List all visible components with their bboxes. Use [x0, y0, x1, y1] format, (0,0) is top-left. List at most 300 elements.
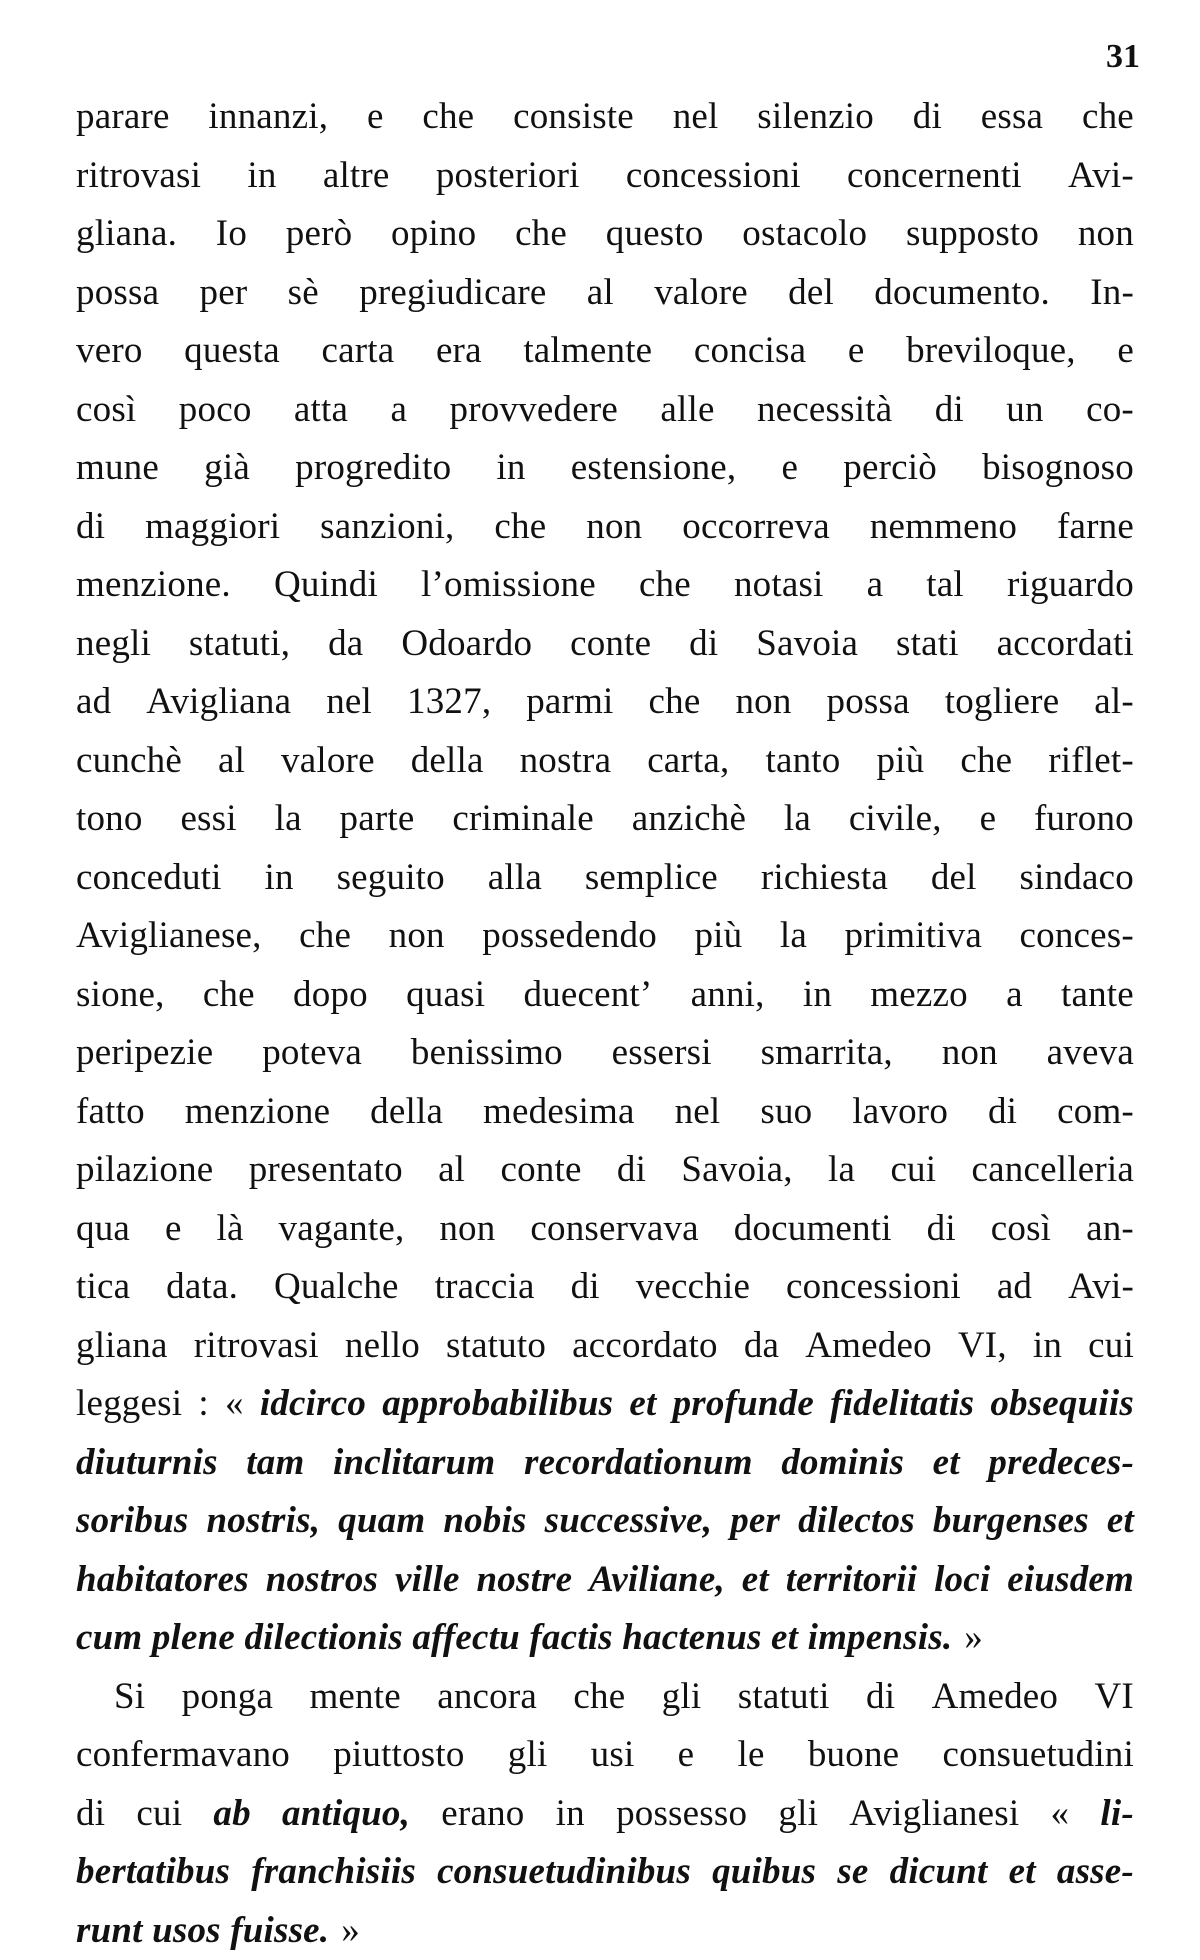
word: di: [913, 88, 942, 147]
word: et: [933, 1434, 960, 1493]
word: nostra: [520, 732, 612, 791]
word: possa: [76, 264, 159, 323]
word: possesso: [616, 1785, 747, 1844]
word: Io: [216, 205, 247, 264]
word: se: [837, 1843, 868, 1902]
word: burgenses: [933, 1492, 1089, 1551]
word: nel: [326, 673, 372, 732]
word: la: [275, 790, 302, 849]
word: della: [411, 732, 484, 791]
text-line: [76, 1668, 1134, 1727]
word: per: [200, 264, 248, 323]
word: in: [556, 1785, 585, 1844]
text-line: [76, 1785, 1134, 1844]
word: ad: [997, 1258, 1032, 1317]
text-line: [76, 264, 1134, 323]
text-line: [76, 1317, 1134, 1376]
word: anni,: [691, 966, 765, 1025]
word: da: [328, 615, 363, 674]
word: non: [735, 673, 791, 732]
word: et: [1107, 1492, 1134, 1551]
word: quibus: [712, 1843, 816, 1902]
word: possedendo: [482, 907, 657, 966]
word: a: [867, 556, 884, 615]
word: da: [744, 1317, 779, 1376]
word: in: [496, 439, 525, 498]
word: sindaco: [1020, 849, 1134, 908]
word: documenti: [734, 1200, 892, 1259]
word: antiquo,: [282, 1785, 410, 1844]
word: Si: [114, 1668, 145, 1727]
word: presentato: [249, 1141, 403, 1200]
word: riflet-: [1048, 732, 1134, 791]
word: la: [784, 790, 811, 849]
text-line: [76, 322, 1134, 381]
word: in: [1033, 1317, 1062, 1376]
word: quam: [338, 1492, 425, 1551]
word: di: [866, 1668, 895, 1727]
word: concisa: [694, 322, 806, 381]
word: cui: [890, 1141, 936, 1200]
word: farne: [1057, 498, 1134, 557]
word: tal: [926, 556, 964, 615]
word: confermavano: [76, 1726, 290, 1785]
word: nostris,: [206, 1492, 320, 1551]
word: la: [828, 1141, 855, 1200]
word: suo: [760, 1083, 812, 1142]
word: la: [780, 907, 807, 966]
word: concessioni: [626, 147, 801, 206]
word: di: [571, 1258, 600, 1317]
word: bertatibus: [76, 1843, 230, 1902]
word: erano: [441, 1785, 524, 1844]
word: traccia: [435, 1258, 535, 1317]
word: essersi: [612, 1024, 712, 1083]
word: così: [991, 1200, 1051, 1259]
word: e: [678, 1726, 695, 1785]
word: era: [436, 322, 482, 381]
word: Avi-: [1068, 1258, 1134, 1317]
word: et: [742, 1551, 769, 1610]
word: consuetudinibus: [437, 1843, 691, 1902]
word: accordati: [997, 615, 1134, 674]
word: cui: [1088, 1317, 1134, 1376]
word: gli: [508, 1726, 548, 1785]
word: che: [422, 88, 474, 147]
word: furono: [1034, 790, 1134, 849]
word: che: [1082, 88, 1134, 147]
word: ritrovasi: [194, 1317, 319, 1376]
word: così: [76, 381, 136, 440]
word: gliana.: [76, 205, 177, 264]
word: conte: [500, 1141, 581, 1200]
text-line: [76, 1434, 1134, 1493]
word: concessioni: [786, 1258, 961, 1317]
word: soribus: [76, 1492, 188, 1551]
word: semplice: [585, 849, 718, 908]
word: bisognoso: [982, 439, 1134, 498]
word: an-: [1086, 1200, 1134, 1259]
word: di: [76, 1785, 105, 1844]
word: poteva: [262, 1024, 362, 1083]
word: accordato: [572, 1317, 718, 1376]
word: che: [573, 1668, 625, 1727]
word: nobis: [443, 1492, 526, 1551]
text-line: [76, 1902, 1134, 1960]
word: statuti: [738, 1668, 830, 1727]
word: ville: [395, 1551, 460, 1610]
word: documento.: [874, 264, 1050, 323]
text-segment: runt usos fuisse.: [76, 1902, 329, 1960]
word: in: [265, 849, 294, 908]
word: Aviliane,: [589, 1551, 725, 1610]
word: e: [980, 790, 997, 849]
word: statuto: [446, 1317, 546, 1376]
word: che: [960, 732, 1012, 791]
word: nostre: [477, 1551, 573, 1610]
word: habitatores: [76, 1551, 249, 1610]
word: vagante,: [279, 1200, 405, 1259]
word: di: [76, 498, 105, 557]
word: co-: [1086, 381, 1134, 440]
text-line: [76, 790, 1134, 849]
word: notasi: [734, 556, 824, 615]
word: poco: [179, 381, 252, 440]
word: Aviglianese,: [76, 907, 262, 966]
word: talmente: [523, 322, 652, 381]
word: civile,: [849, 790, 942, 849]
word: di: [988, 1083, 1017, 1142]
word: buone: [808, 1726, 899, 1785]
word: VI: [1094, 1668, 1133, 1727]
body-text: [76, 88, 1134, 1960]
word: conces-: [1020, 907, 1134, 966]
word: togliere: [945, 673, 1060, 732]
word: consiste: [513, 88, 634, 147]
word: profunde: [673, 1375, 814, 1434]
word: necessità: [757, 381, 892, 440]
word: che: [299, 907, 351, 966]
word: conte: [570, 615, 651, 674]
text-segment: »: [341, 1902, 360, 1960]
word: diuturnis: [76, 1434, 218, 1493]
word: perciò: [843, 439, 937, 498]
text-line: [76, 439, 1134, 498]
word: ad: [76, 673, 111, 732]
word: pregiudicare: [359, 264, 546, 323]
text-line: [76, 1083, 1134, 1142]
word: al: [587, 264, 614, 323]
text-segment: »: [964, 1609, 983, 1668]
text-line: [76, 615, 1134, 674]
word: menzione.: [76, 556, 231, 615]
word: l’omissione: [421, 556, 596, 615]
word: progredito: [295, 439, 451, 498]
word: territorii: [786, 1551, 918, 1610]
word: leggesi: [76, 1375, 182, 1434]
word: nel: [673, 88, 719, 147]
word: franchisiis: [251, 1843, 416, 1902]
word: che: [515, 205, 567, 264]
word: VI,: [958, 1317, 1007, 1376]
word: successive,: [545, 1492, 713, 1551]
word: dopo: [293, 966, 368, 1025]
word: Savoia,: [681, 1141, 792, 1200]
word: opino: [391, 205, 476, 264]
word: «: [225, 1375, 244, 1434]
word: riguardo: [1007, 556, 1134, 615]
word: tica: [76, 1258, 130, 1317]
text-line: [76, 88, 1134, 147]
page-number: 31: [1106, 38, 1140, 76]
word: 1327,: [407, 673, 491, 732]
text-line: [76, 673, 1134, 732]
text-line: [76, 1375, 1134, 1434]
word: là: [217, 1200, 244, 1259]
text-line: [76, 1258, 1134, 1317]
word: Qualche: [274, 1258, 399, 1317]
word: inclitarum: [333, 1434, 495, 1493]
word: idcirco: [260, 1375, 366, 1434]
text-line: [76, 1492, 1134, 1551]
word: non: [1078, 205, 1134, 264]
text-line: [76, 907, 1134, 966]
word: essi: [180, 790, 236, 849]
word: dicunt: [890, 1843, 988, 1902]
word: ab: [213, 1785, 250, 1844]
text-line: [76, 1551, 1134, 1610]
word: ritrovasi: [76, 147, 201, 206]
word: della: [370, 1083, 443, 1142]
word: qua: [76, 1200, 130, 1259]
word: non: [389, 907, 445, 966]
text-line: [76, 1726, 1134, 1785]
word: mente: [309, 1668, 400, 1727]
word: del: [931, 849, 977, 908]
word: recordationum: [524, 1434, 753, 1493]
word: cui: [136, 1785, 182, 1844]
word: tam: [246, 1434, 304, 1493]
word: smarrita,: [761, 1024, 893, 1083]
word: conservava: [530, 1200, 698, 1259]
word: approbabilibus: [382, 1375, 613, 1434]
word: gli: [662, 1668, 702, 1727]
word: conceduti: [76, 849, 222, 908]
word: data.: [166, 1258, 238, 1317]
word: lavoro: [852, 1083, 948, 1142]
word: carta: [321, 322, 394, 381]
word: del: [788, 264, 834, 323]
word: innanzi,: [208, 88, 328, 147]
word: mune: [76, 439, 159, 498]
word: che: [203, 966, 255, 1025]
word: e: [1117, 322, 1134, 381]
word: per: [730, 1492, 780, 1551]
word: nel: [675, 1083, 721, 1142]
text-line: [76, 1141, 1134, 1200]
word: fidelitatis: [830, 1375, 974, 1434]
word: gli: [778, 1785, 818, 1844]
word: cancelleria: [972, 1141, 1134, 1200]
word: non: [586, 498, 642, 557]
word: alle: [660, 381, 714, 440]
word: negli: [76, 615, 151, 674]
word: tanto: [766, 732, 841, 791]
word: Amedeo: [805, 1317, 932, 1376]
word: a: [391, 381, 408, 440]
word: estensione,: [571, 439, 737, 498]
word: benissimo: [411, 1024, 563, 1083]
word: e: [848, 322, 865, 381]
word: silenzio: [757, 88, 874, 147]
word: piuttosto: [333, 1726, 464, 1785]
word: Amedeo: [932, 1668, 1059, 1727]
word: questa: [184, 322, 280, 381]
word: di: [689, 615, 718, 674]
word: più: [694, 907, 742, 966]
word: breviloque,: [906, 322, 1076, 381]
word: :: [198, 1375, 208, 1434]
word: un: [1006, 381, 1043, 440]
word: dominis: [781, 1434, 904, 1493]
word: sè: [288, 264, 319, 323]
word: essa: [981, 88, 1043, 147]
word: primitiva: [845, 907, 982, 966]
word: nostros: [266, 1551, 378, 1610]
word: eiusdem: [1007, 1551, 1134, 1610]
word: che: [649, 673, 701, 732]
text-line: [76, 849, 1134, 908]
word: che: [494, 498, 546, 557]
word: di: [617, 1141, 646, 1200]
word: mezzo: [870, 966, 968, 1025]
word: di: [927, 1200, 956, 1259]
word: sanzioni,: [320, 498, 454, 557]
text-line: [76, 556, 1134, 615]
word: quasi: [406, 966, 485, 1025]
text-line: [76, 498, 1134, 557]
word: Avigliana: [146, 673, 291, 732]
word: ponga: [182, 1668, 273, 1727]
word: possa: [827, 673, 910, 732]
word: duecent’: [523, 966, 652, 1025]
word: peripezie: [76, 1024, 213, 1083]
word: non: [439, 1200, 495, 1259]
word: Savoia: [756, 615, 858, 674]
word: com-: [1057, 1083, 1134, 1142]
word: pilazione: [76, 1141, 213, 1200]
word: parte: [340, 790, 415, 849]
word: nello: [345, 1317, 420, 1376]
word: In-: [1090, 264, 1134, 323]
word: stati: [896, 615, 959, 674]
word: occorreva: [682, 498, 830, 557]
word: «: [1051, 1785, 1070, 1844]
word: le: [738, 1726, 765, 1785]
word: ostacolo: [742, 205, 867, 264]
word: concernenti: [847, 147, 1022, 206]
word: vecchie: [636, 1258, 750, 1317]
word: parmi: [526, 673, 613, 732]
word: e: [165, 1200, 182, 1259]
word: predeces-: [988, 1434, 1134, 1493]
word: e: [782, 439, 799, 498]
word: criminale: [452, 790, 594, 849]
word: e: [367, 88, 384, 147]
word: nemmeno: [870, 498, 1017, 557]
word: loci: [934, 1551, 990, 1610]
word: atta: [294, 381, 348, 440]
word: statuti,: [189, 615, 290, 674]
text-segment: cum plene dilectionis affectu factis hactenus et impensis.: [76, 1609, 952, 1668]
text-line: [76, 147, 1134, 206]
word: maggiori: [145, 498, 280, 557]
word: tono: [76, 790, 143, 849]
word: in: [247, 147, 276, 206]
word: li-: [1100, 1785, 1133, 1844]
word: Odoardo: [401, 615, 532, 674]
word: che: [639, 556, 691, 615]
word: et: [629, 1375, 656, 1434]
word: dilectos: [798, 1492, 915, 1551]
word: Avi-: [1068, 147, 1134, 206]
word: al: [438, 1141, 465, 1200]
word: sione,: [76, 966, 165, 1025]
word: al: [218, 732, 245, 791]
word: a: [1006, 966, 1023, 1025]
word: et: [1009, 1843, 1036, 1902]
word: alla: [488, 849, 542, 908]
word: posteriori: [436, 147, 580, 206]
word: seguito: [337, 849, 445, 908]
word: altre: [323, 147, 390, 206]
word: in: [803, 966, 832, 1025]
text-line: [76, 1843, 1134, 1902]
word: aveva: [1047, 1024, 1134, 1083]
word: non: [942, 1024, 998, 1083]
word: al-: [1094, 673, 1134, 732]
text-line: [76, 966, 1134, 1025]
word: però: [286, 205, 353, 264]
word: asse-: [1057, 1843, 1134, 1902]
word: già: [204, 439, 250, 498]
text-line: [76, 1024, 1134, 1083]
word: Quindi: [274, 556, 378, 615]
word: anzichè: [632, 790, 746, 849]
word: più: [876, 732, 924, 791]
word: provvedere: [450, 381, 618, 440]
word: supposto: [906, 205, 1039, 264]
word: fatto: [76, 1083, 145, 1142]
text-line: [76, 381, 1134, 440]
word: vero: [76, 322, 143, 381]
text-line: [76, 732, 1134, 791]
word: consuetudini: [943, 1726, 1134, 1785]
word: cunchè: [76, 732, 182, 791]
word: Aviglianesi: [849, 1785, 1019, 1844]
word: di: [935, 381, 964, 440]
word: valore: [654, 264, 748, 323]
text-line: [76, 205, 1134, 264]
word: ancora: [437, 1668, 537, 1727]
word: gliana: [76, 1317, 168, 1376]
word: tante: [1061, 966, 1134, 1025]
word: richiesta: [761, 849, 888, 908]
word: carta,: [647, 732, 729, 791]
word: medesima: [483, 1083, 635, 1142]
text-line: [76, 1609, 1134, 1668]
word: parare: [76, 88, 170, 147]
